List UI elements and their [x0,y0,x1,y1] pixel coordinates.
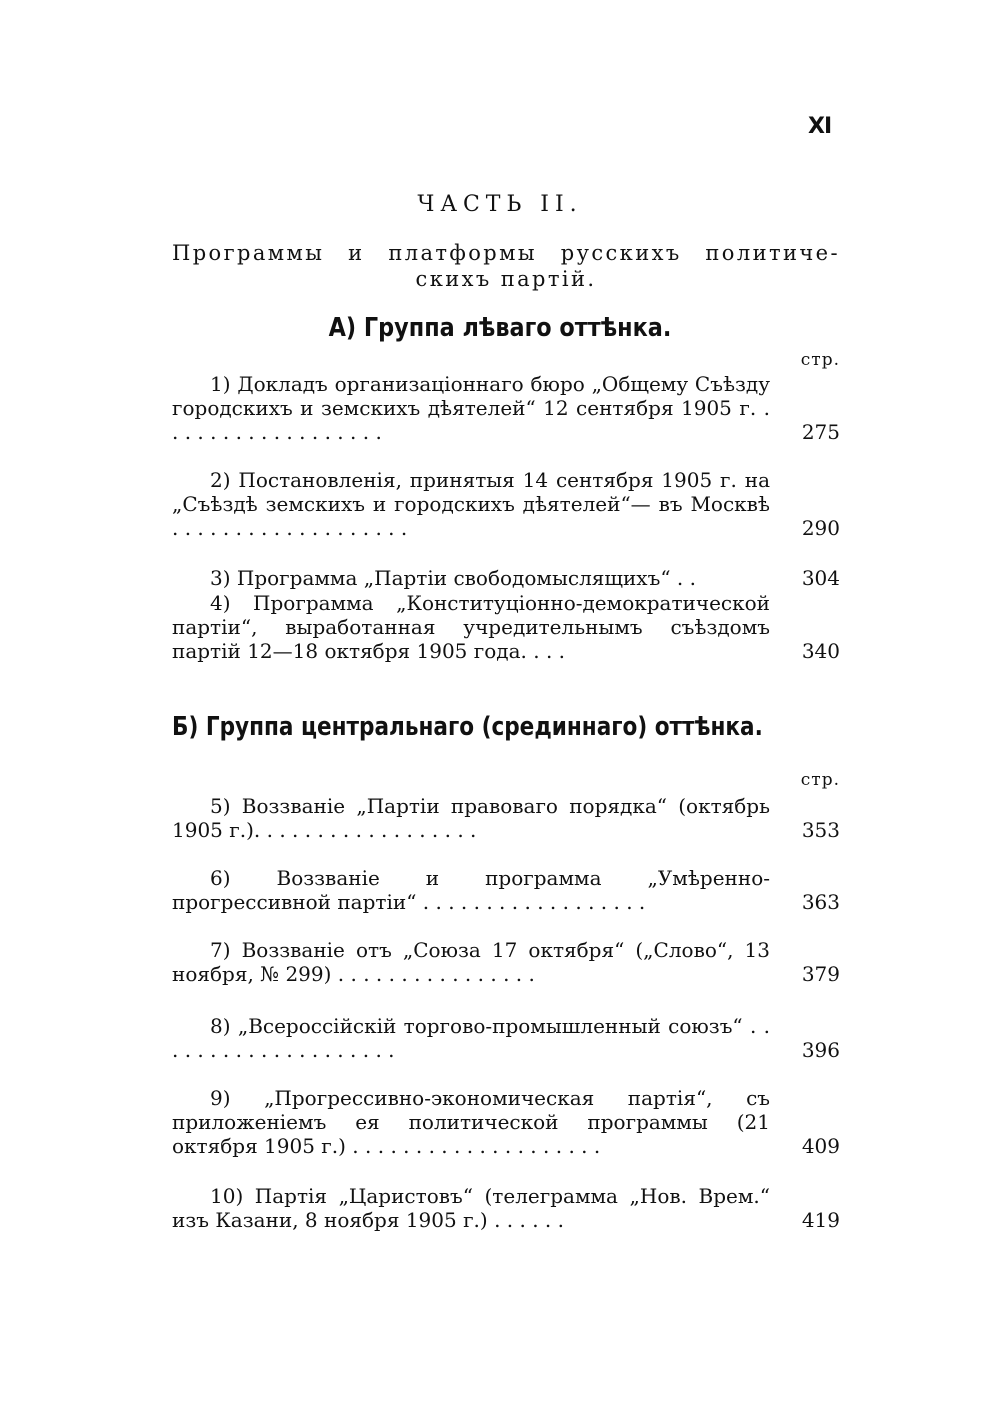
entry-title: 8) „Всероссійскій торгово-промышленный союзъ“ . . . . . . . . . . . . . . . . . . . . [172,1014,770,1062]
toc-entry-7[interactable] [172,938,840,986]
entry-title: 6) Воззваніе и программа „Умѣренно-прогрессивной партіи“ . . . . . . . . . . . . . . . . . . [172,866,770,914]
entry-page: 340 [801,639,840,663]
part-subtitle [172,240,840,292]
entry-title: 4) Программа „Конституціонно-демократической партіи“, выработанная учредительнымъ съѣздомъ партій 12—18 октября 1905 года. . . . [172,591,770,663]
entry-page: 290 [801,516,840,540]
toc-entry-4[interactable] [172,591,840,663]
page-column-label: стр. [800,350,840,370]
toc-entry-6[interactable] [172,866,840,914]
entry-page: 409 [801,1134,840,1158]
toc-entry-2[interactable] [172,468,840,540]
entry-title: 3) Программа „Партіи свободомыслящихъ“ . . [210,566,696,590]
page-number-folio: XI [808,114,832,139]
part-title: ЧАСТЬ II. [417,192,583,217]
toc-entry-5[interactable] [172,794,840,842]
section-b-heading: Б) Группа центральнаго (срединнаго) оттѣнка. [172,712,763,742]
page-column-label: стр. [800,770,840,790]
entry-title: 5) Воззваніе „Партіи правоваго порядка“ (октябрь 1905 г.). . . . . . . . . . . . . . . . . . [172,794,770,842]
subtitle-line-1: Программы и платформы русскихъ политиче- [172,241,840,265]
toc-entry-10[interactable] [172,1184,840,1232]
toc-entry-9[interactable] [172,1086,840,1158]
entry-page: 353 [801,818,840,842]
entry-page: 419 [801,1208,840,1232]
entry-title: 7) Воззваніе отъ „Союза 17 октября“ („Слово“, 13 ноября, № 299) . . . . . . . . . . . . . . . . [172,938,770,986]
toc-entry-3[interactable] [172,566,840,590]
entry-page: 275 [801,420,840,444]
entry-title: 9) „Прогрессивно-экономическая партія“, съ приложеніемъ ея политической программы (21 октября 1905 г.) . . . . . . . . . . . . . . . . . . . . [172,1086,770,1158]
entry-page: 396 [801,1038,840,1062]
entry-title: 1) Докладъ организаціоннаго бюро „Общему Съѣзду городскихъ и земскихъ дѣятелей“ 12 сентября 1905 г. . . . . . . . . . . . . . . . . . . [172,372,770,444]
entry-page: 379 [801,962,840,986]
toc-entry-8[interactable] [172,1014,840,1062]
entry-page: 304 [801,566,840,590]
entry-title: 10) Партія „Царистовъ“ (телеграмма „Нов. Врем.“ изъ Казани, 8 ноября 1905 г.) . . . . . . [172,1184,770,1232]
entry-title: 2) Постановленія, принятыя 14 сентября 1905 г. на „Съѣздѣ земскихъ и городскихъ дѣятелей“— въ Москвѣ . . . . . . . . . . . . . . . . . . . [172,468,770,540]
section-a-heading: А) Группа лѣваго оттѣнка. [328,313,672,343]
entry-page: 363 [801,890,840,914]
subtitle-line-2: скихъ партій. [415,267,597,291]
toc-entry-1[interactable] [172,372,840,444]
